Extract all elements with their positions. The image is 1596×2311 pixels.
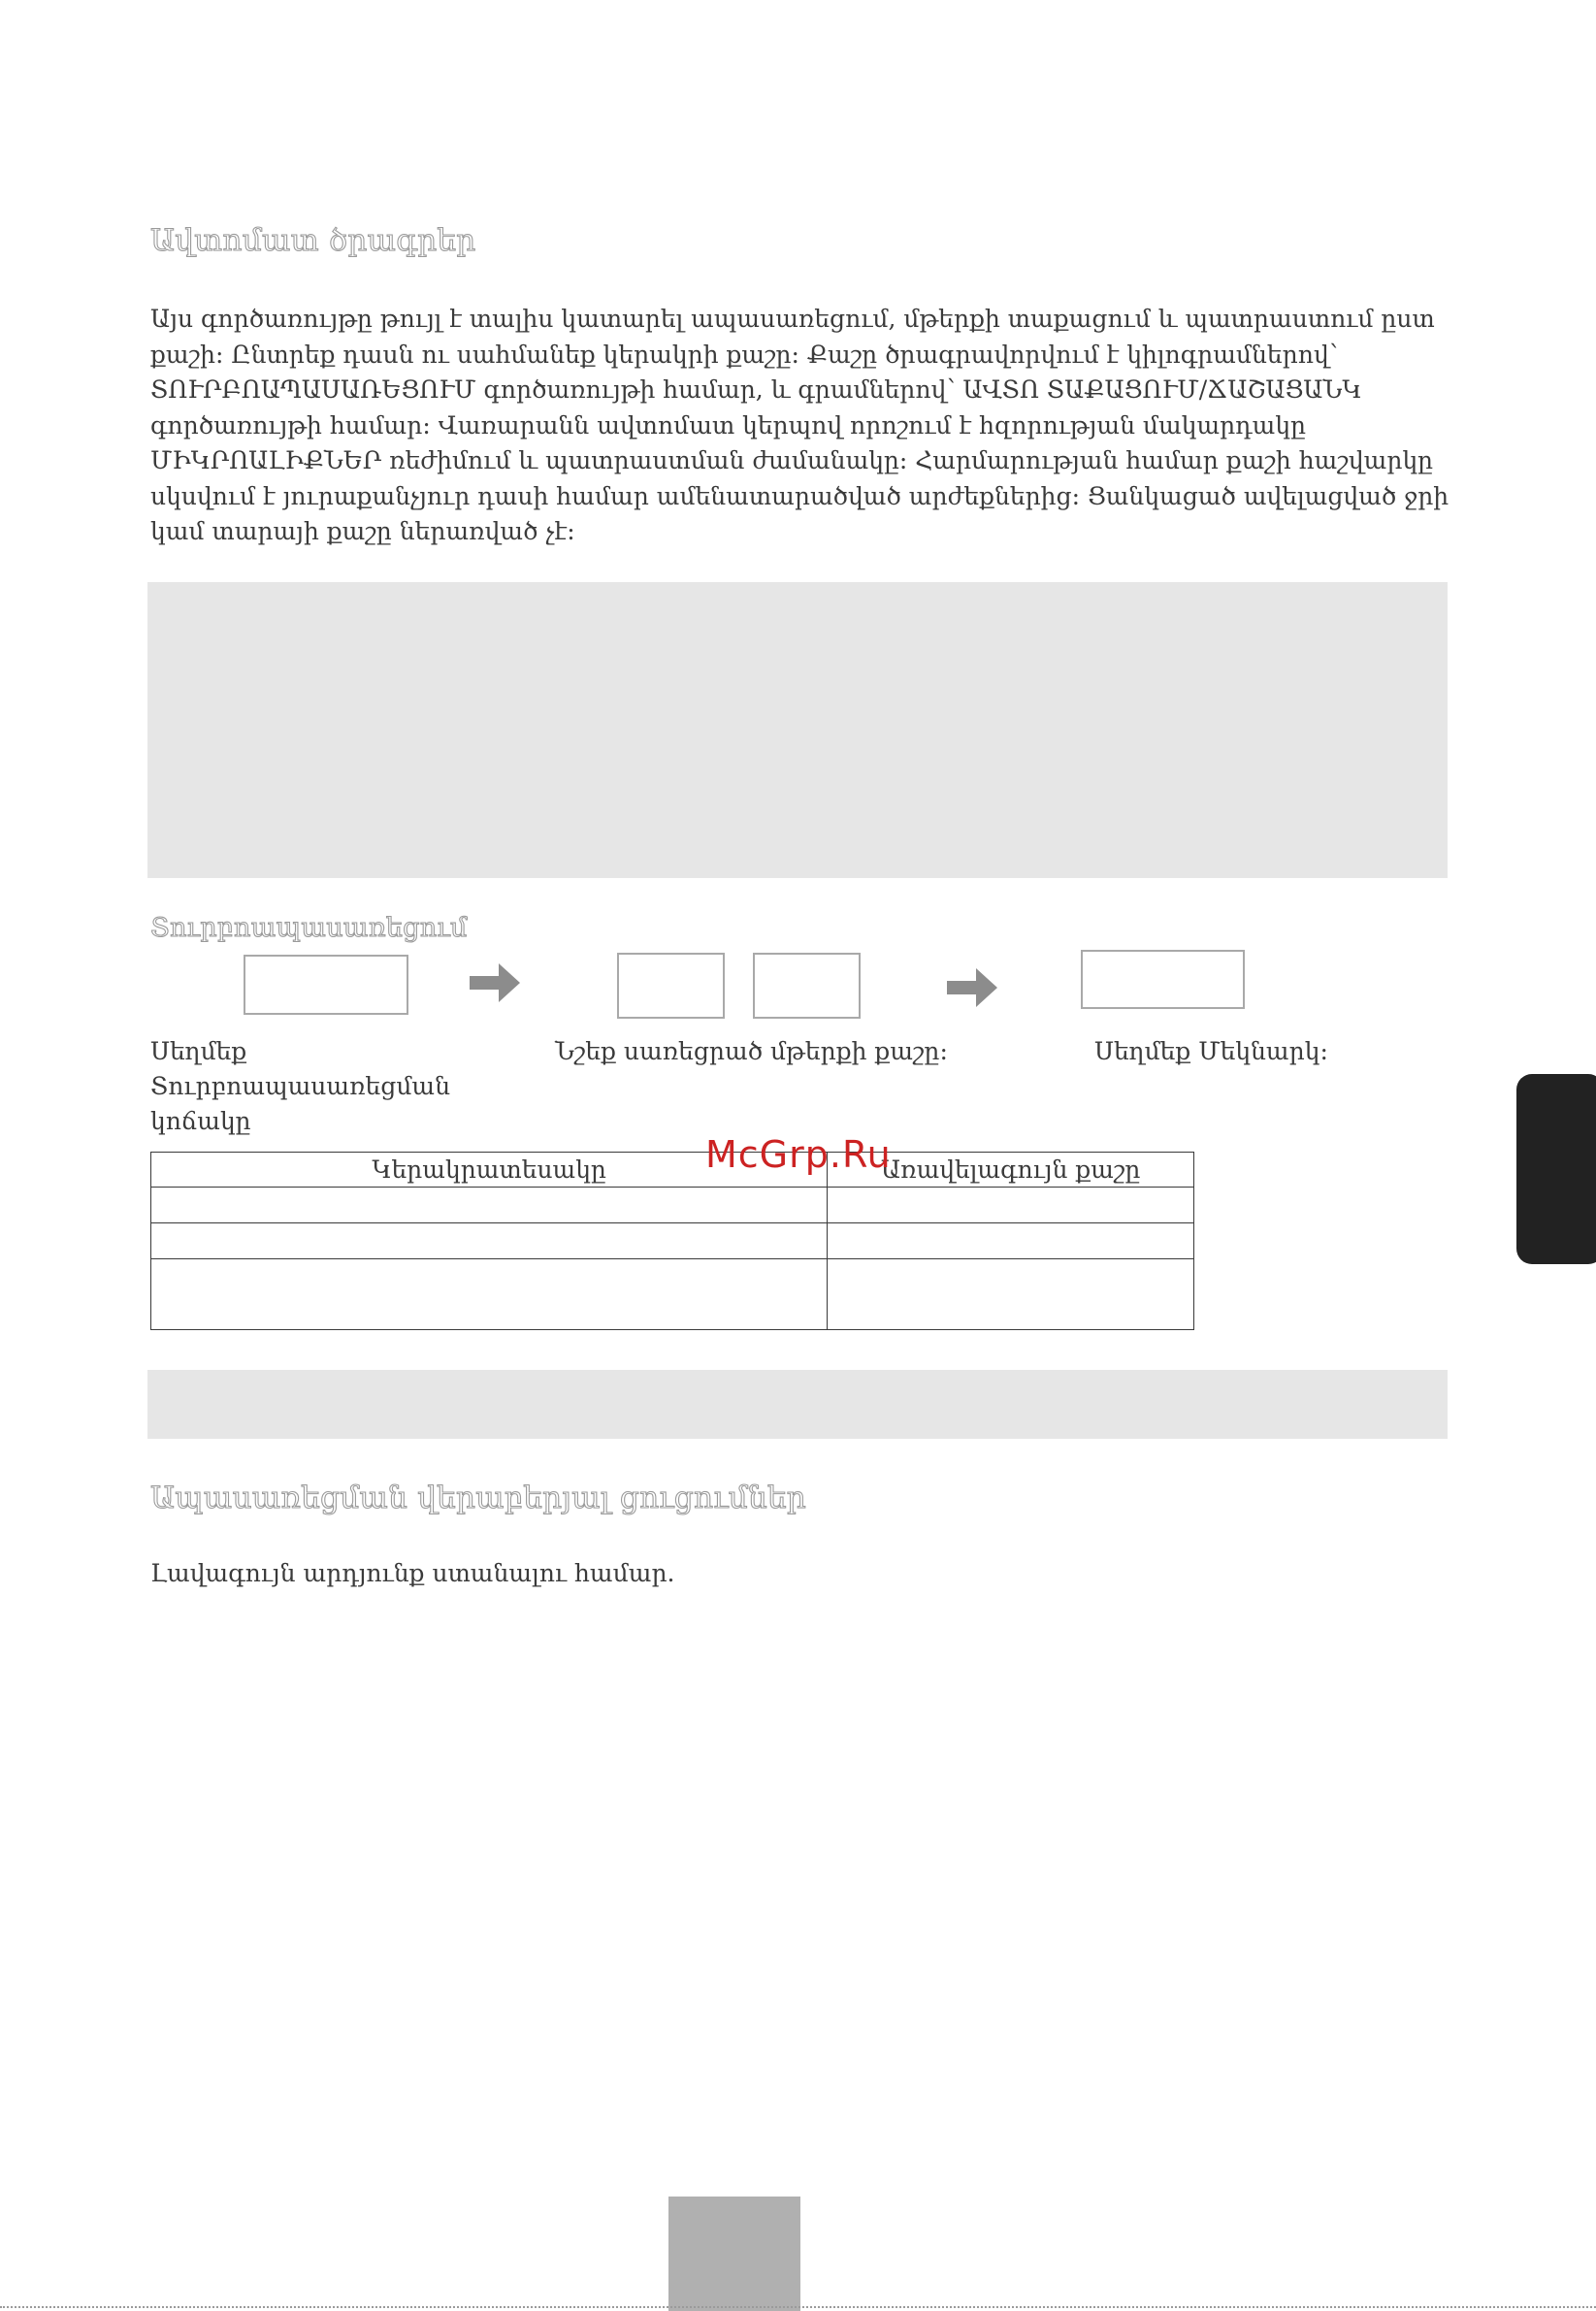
table-header-row xyxy=(151,1153,1194,1188)
display-box-step1 xyxy=(244,955,408,1015)
table-cell-weight xyxy=(828,1259,1194,1330)
table-header-max-weight: Առավելագույն քաշը xyxy=(828,1153,1194,1188)
display-box-step3 xyxy=(1081,950,1245,1009)
arrow-right-icon xyxy=(470,963,520,1002)
display-box-step2a xyxy=(617,953,725,1019)
section-title-turbo-defrost: Տուրբոապասառեցում xyxy=(150,913,468,943)
table-cell-weight xyxy=(828,1188,1194,1223)
table-row xyxy=(151,1223,1194,1259)
table-row xyxy=(151,1259,1194,1330)
page-number-box xyxy=(668,2197,800,2311)
table-cell-food xyxy=(151,1223,828,1259)
defrost-weight-table xyxy=(150,1152,1194,1330)
table-header-food: Կերակրատեսակը xyxy=(151,1153,828,1188)
section-body-defrost-tips: Լավագույն արդյունք ստանալու համար. xyxy=(150,1559,675,1587)
note-box xyxy=(147,582,1448,878)
step-label-press-start: Սեղմեք Մեկնարկ: xyxy=(1094,1037,1328,1065)
section-title-auto-programs: Ավտոմատ ծրագրեր xyxy=(150,223,476,258)
section-body-auto-programs: Այս գործառույթը թույլ է տալիս կատարել ապասառեցում, մթերքի տաքացում և պատրաստում ըստ քաշի: Ընտրեք դասն ու սահմանեք կերակրի քաշը: Քաշը ծրագրավորվում է կիլոգրամներով՝ ՏՈՒՐԲՈԱՊԱՍԱՌԵՑՈՒՄ գործառույթի համար, և գրամներով՝ ԱՎՏՈ ՏԱՔԱՑՈՒՄ/ՃԱՇԱՑԱՆԿ գործառույթի համար: Վառարանն ավտոմատ կերպով որոշում է հզորության մակարդակը ՄԻԿՐՈԱԼԻՔՆԵՐ ռեժիմում և պատրաստման ժամանակը: Հարմարության համար քաշի հաշվարկը սկսվում է յուրաքանչյուր դասի համար ամենատարածված արժեքներից: Ցանկացած ավելացված ջրի կամ տարայի քաշը ներառված չէ: xyxy=(150,305,1449,545)
table-row xyxy=(151,1188,1194,1223)
table-cell-weight xyxy=(828,1223,1194,1259)
arrow-right-icon xyxy=(947,968,997,1007)
step-label-enter-weight: Նշեք սառեցրած մթերքի քաշը: xyxy=(555,1037,948,1065)
table-cell-food xyxy=(151,1259,828,1330)
table-cell-food xyxy=(151,1188,828,1223)
note-box-2 xyxy=(147,1370,1448,1439)
page-bottom-divider xyxy=(0,2306,1596,2308)
section-title-defrost-tips: Ապասառեցման վերաբերյալ ցուցումներ xyxy=(150,1481,807,1515)
watermark: McGrp.Ru xyxy=(705,1133,892,1176)
display-box-step2b xyxy=(753,953,861,1019)
chapter-side-tab xyxy=(1516,1074,1596,1264)
step-label-press-turbo-defrost: Սեղմեք Տուրբոապասառեցման կոճակը xyxy=(150,1037,451,1135)
